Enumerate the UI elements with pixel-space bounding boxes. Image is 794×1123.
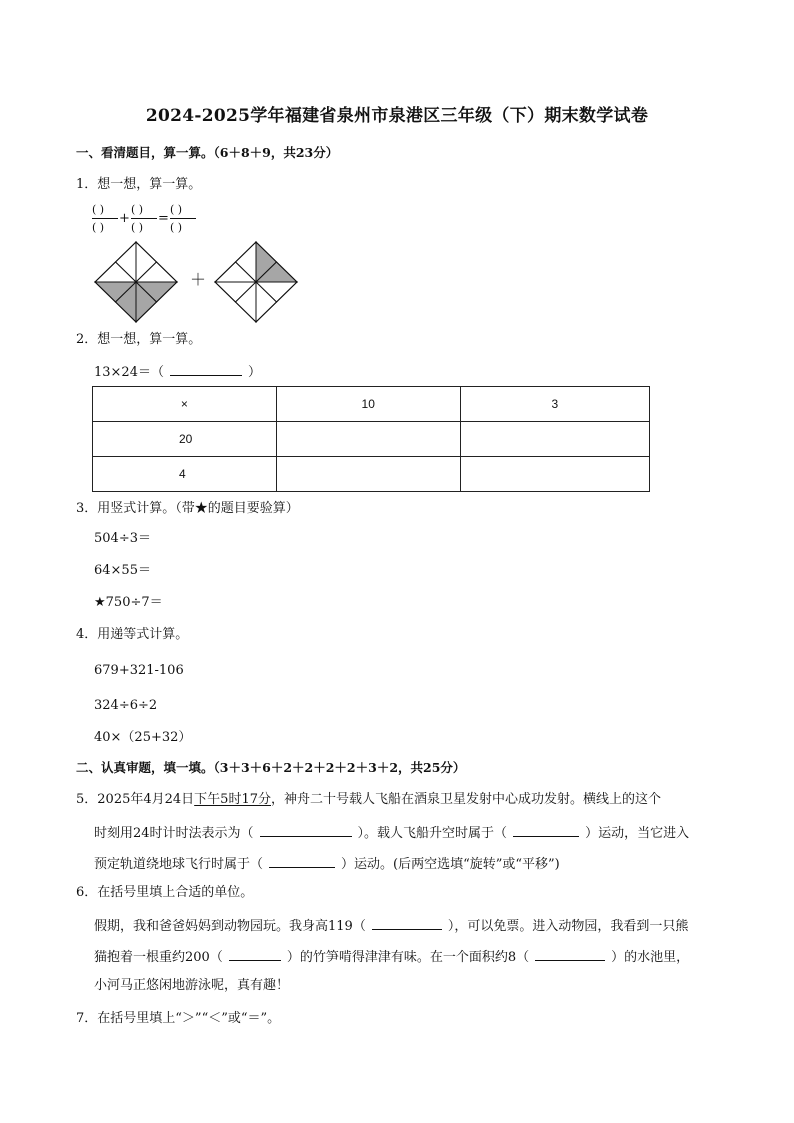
fraction-1-numerator[interactable]: ( ) — [92, 203, 105, 216]
answer-blank[interactable] — [513, 824, 579, 837]
q6-text: ），可以免票。进入动物园，我看到一只熊 — [447, 919, 689, 934]
table-row-label: 20 — [93, 422, 277, 457]
q6-text: ）的竹笋啃得津津有味。在一个面积约8（ — [286, 950, 530, 965]
fraction-3-bar — [170, 218, 196, 219]
answer-blank[interactable] — [372, 917, 442, 930]
q5-text: ）运动，当它进入 — [585, 826, 690, 841]
table-header-cell: × — [93, 387, 277, 422]
fraction-2-bar — [131, 218, 157, 219]
q5-text: ）。载人飞船升空时属于（ — [357, 826, 508, 841]
table-header-cell: 3 — [460, 387, 649, 422]
vertical-calc-item: ★750÷7＝ — [94, 595, 163, 610]
section-1-heading: 一、看清题目，算一算。（6＋8＋9，共23分） — [76, 145, 339, 160]
fraction-2-numerator[interactable]: ( ) — [131, 203, 144, 216]
answer-blank[interactable] — [535, 948, 605, 961]
answer-blank[interactable] — [170, 363, 242, 376]
q5-text: ，神舟二十号载人飞船在酒泉卫星发射中心成功发射。横线上的这个 — [271, 792, 662, 807]
fraction-2-denominator[interactable]: ( ) — [131, 221, 144, 234]
question-6-line-3: 小河马正悠闲地游泳呢，真有趣！ — [94, 978, 290, 993]
question-6-line-2 — [94, 948, 689, 964]
equals-sign: = — [158, 211, 169, 226]
question-5-line-3 — [94, 855, 560, 871]
expression-text: 13×24＝（ — [94, 365, 164, 380]
table-answer-cell[interactable] — [460, 457, 649, 492]
table-header-row — [93, 387, 650, 422]
vertical-calc-item: 64×55＝ — [94, 563, 151, 578]
fraction-1-denominator[interactable]: ( ) — [92, 221, 105, 234]
q6-text: ）的水池里， — [611, 950, 690, 965]
stepwise-calc-item: 40×（25+32） — [94, 730, 192, 745]
page-title: 2024-2025学年福建省泉州市泉港区三年级（下）期末数学试卷 — [145, 106, 649, 126]
table-row — [93, 422, 650, 457]
answer-blank[interactable] — [269, 855, 335, 868]
q5-text: 预定轨道绕地球飞行时属于（ — [94, 857, 264, 872]
plus-sign: + — [119, 211, 130, 226]
question-4-prompt: 4．用递等式计算。 — [76, 627, 189, 642]
question-7-prompt: 7．在括号里填上“＞”“＜”或“＝”。 — [76, 1011, 281, 1026]
question-5-line-2 — [94, 824, 689, 840]
stepwise-calc-item: 679+321-106 — [94, 663, 184, 678]
q5-text: 5．2025年4月24日 — [76, 792, 195, 807]
q5-text: 时刻用24时计时法表示为（ — [94, 826, 254, 841]
stepwise-calc-item: 324÷6÷2 — [94, 698, 158, 713]
question-6-line-1 — [94, 917, 688, 933]
table-answer-cell[interactable] — [276, 422, 460, 457]
table-row — [93, 457, 650, 492]
section-2-heading: 二、认真审题，填一填。（3＋3＋6＋2＋2＋2＋2＋3＋2，共25分） — [76, 760, 466, 775]
fraction-3-numerator[interactable]: ( ) — [170, 203, 183, 216]
figure-plus-sign: ＋ — [190, 270, 207, 289]
question-1-prompt: 1．想一想，算一算。 — [76, 177, 202, 192]
q5-underlined-time: 下午5时17分 — [194, 792, 271, 807]
answer-blank[interactable] — [260, 824, 352, 837]
q6-text: 猫抱着一根重约200（ — [94, 950, 223, 965]
fraction-3-denominator[interactable]: ( ) — [170, 221, 183, 234]
question-5-line-1 — [76, 793, 661, 806]
vertical-calc-item: 504÷3＝ — [94, 531, 151, 546]
question-2-prompt: 2．想一想，算一算。 — [76, 332, 202, 347]
diamond-figure-1 — [94, 241, 178, 323]
table-answer-cell[interactable] — [460, 422, 649, 457]
q5-text: ）运动。(后两空选填“旋转”或“平移”) — [341, 857, 560, 872]
question-3-prompt: 3．用竖式计算。（带★的题目要验算） — [76, 501, 299, 516]
closing-paren: ） — [247, 365, 261, 380]
diamond-figure-2 — [214, 241, 298, 323]
table-header-cell: 10 — [276, 387, 460, 422]
table-answer-cell[interactable] — [276, 457, 460, 492]
table-row-label: 4 — [93, 457, 277, 492]
fraction-1-bar — [92, 218, 118, 219]
question-6-prompt: 6．在括号里填上合适的单位。 — [76, 885, 254, 900]
q6-text: 假期，我和爸爸妈妈到动物园玩。我身高119（ — [94, 919, 366, 934]
multiplication-table — [92, 386, 650, 492]
answer-blank[interactable] — [229, 948, 281, 961]
question-2-expression — [94, 363, 261, 379]
